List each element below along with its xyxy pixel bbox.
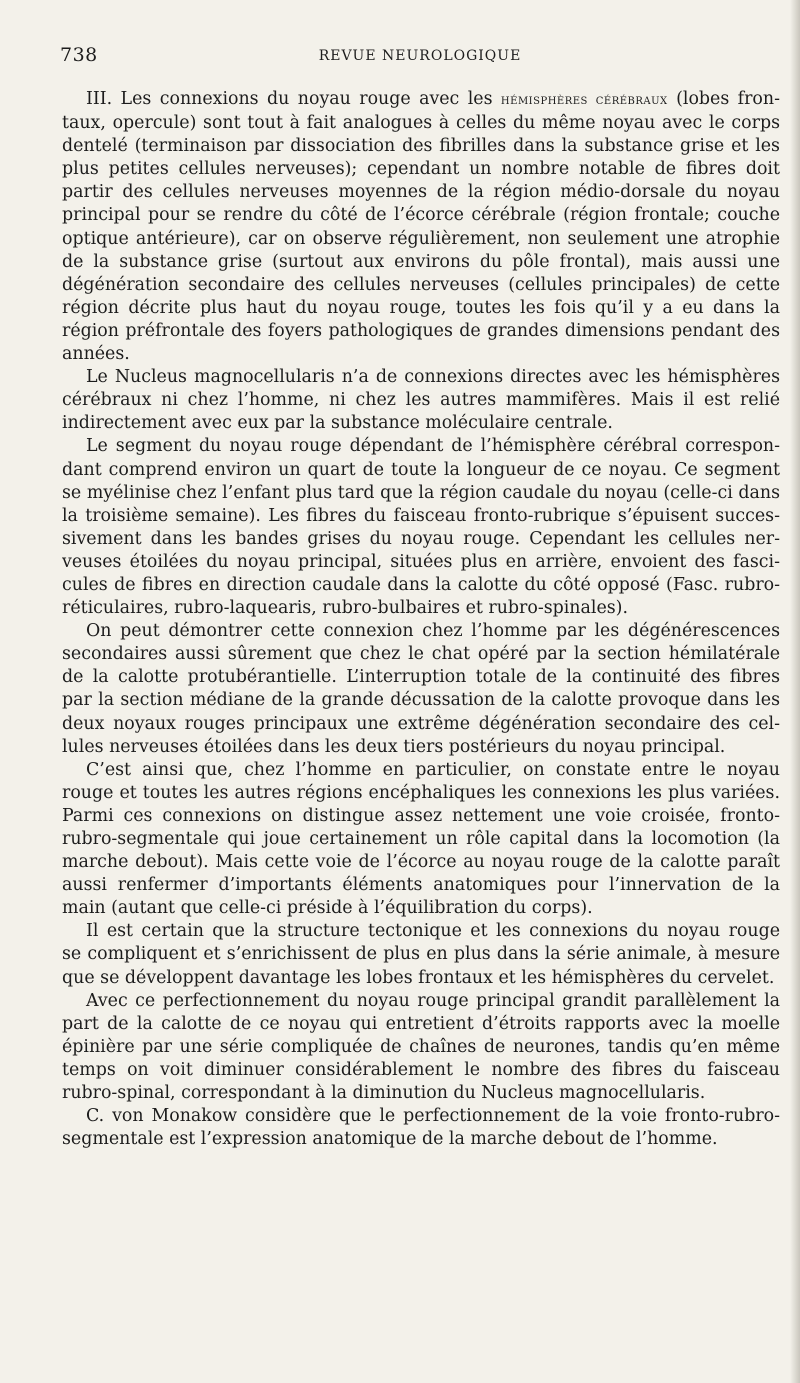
line-text-segment: III. Les connexions du noyau rouge avec les (86, 89, 501, 109)
text-line: partir des cellules nerveuses moyennes de la région médio-dorsale du noyau (62, 182, 780, 203)
text-line: que se développent davantage les lobes frontaux et les hémisphères du cervelet. (62, 967, 775, 988)
text-line (62, 88, 780, 112)
text-line: C. von Monakow considère que le perfectionnement de la voie fronto-rubro- (86, 1106, 780, 1127)
text-line: Il est certain que la structure tectonique et les connexions du noyau rouge (86, 921, 780, 942)
page-number: 738 (60, 44, 98, 66)
text-line: années. (62, 344, 130, 365)
paragraph (62, 920, 780, 989)
text-line: main (autant que celle-ci préside à l’équilibration du corps). (62, 898, 593, 919)
text-line: se myélinise chez l’enfant plus tard que la région caudale du noyau (celle-ci dans (62, 482, 780, 503)
text-line: dant comprend environ un quart de toute la longueur de ce noyau. Ce segment (62, 459, 780, 480)
text-line: part de la calotte de ce noyau qui entretient d’étroits rapports avec la moelle (62, 1013, 780, 1034)
text-line: de la substance grise (surtout aux environs du pôle frontal), mais aussi une (62, 251, 780, 272)
paragraph (62, 435, 780, 620)
text-line: Le segment du noyau rouge dépendant de l’hémisphère cérébral correspon- (86, 436, 780, 457)
text-line: optique antérieure), car on observe régulièrement, non seulement une atrophie (62, 228, 780, 249)
text-line: rubro-segmentale qui joue certainement un rôle capital dans la locomotion (la (62, 829, 780, 849)
text-line: épinière par une série compliquée de chaînes de neurones, tandis qu’en même (62, 1036, 780, 1057)
line-text-segment: (lobes fron- (667, 89, 780, 109)
text-line: temps on voit diminuer considérablement le nombre des fibres du faisceau (62, 1059, 780, 1080)
text-line: plus petites cellules nerveuses); cependant un nombre notable de fibres doit (62, 159, 780, 180)
paragraph (62, 88, 780, 366)
text-line: cérébraux ni chez l’homme, ni chez les autres mammifères. Mais il est relié (62, 390, 780, 411)
text-line: réticulaires, rubro-laquearis, rubro-bulbaires et rubro-spinales). (62, 598, 628, 619)
text-line: dentelé (terminaison par dissociation des fibrilles dans la substance grise et les (62, 136, 780, 157)
paragraph (62, 990, 780, 1105)
text-line: indirectement avec eux par la substance moléculaire centrale. (62, 413, 613, 434)
text-line: C’est ainsi que, chez l’homme en particulier, on constate entre le noyau (86, 759, 780, 780)
small-caps-term: hémisphères cérébraux (500, 92, 668, 108)
page-header (60, 44, 780, 74)
text-line: taux, opercule) sont tout à fait analogues à celles du même noyau avec le corps (62, 113, 780, 134)
text-line: On peut démontrer cette connexion chez l’homme par les dégénérescences (86, 621, 780, 642)
text-line: par la section médiane de la grande décussation de la calotte provoque dans les (62, 690, 780, 711)
running-title: REVUE NEUROLOGIQUE (318, 48, 522, 64)
text-line: cules de fibres en direction caudale dans la calotte du côté opposé (Fasc. rubro- (62, 574, 780, 595)
text-line: lules nerveuses étoilées dans les deux tiers postérieurs du noyau principal. (62, 736, 726, 757)
text-line: Le Nucleus magnocellularis n’a de connexions directes avec les hémisphères (86, 367, 780, 388)
text-line: sivement dans les bandes grises du noyau rouge. Cependant les cellules ner- (62, 528, 780, 549)
text-line: de la calotte protubérantielle. L’interruption totale de la continuité des fibres (62, 667, 780, 688)
text-line: région préfrontale des foyers pathologiques de grandes dimensions pendant des (62, 320, 780, 341)
text-line: veuses étoilées du noyau principal, situées plus en arrière, envoient des fasci- (62, 551, 780, 572)
paragraph (62, 1105, 780, 1151)
text-line: deux noyaux rouges principaux une extrême dégénération secondaire des cel- (62, 713, 780, 734)
paragraph (62, 759, 780, 921)
text-line: principal pour se rendre du côté de l’écorce cérébrale (région frontale; couche (62, 205, 780, 226)
article-body (62, 88, 780, 1151)
text-line: dégénération secondaire des cellules nerveuses (cellules principales) de cette (62, 274, 780, 295)
text-line: rubro-spinal, correspondant à la diminution du Nucleus magnocellularis. (62, 1083, 706, 1104)
text-line: se compliquent et s’enrichissent de plus en plus dans la série animale, à mesure (62, 944, 780, 965)
paragraph (62, 366, 780, 435)
text-line: Avec ce perfectionnement du noyau rouge principal grandit parallèlement la (86, 990, 780, 1011)
text-line: aussi renfermer d’importants éléments anatomiques pour l’innervation de la (62, 875, 780, 896)
text-line: rouge et toutes les autres régions encéphaliques les connexions les plus variées. (62, 782, 780, 803)
text-line: la troisième semaine). Les fibres du faisceau fronto-rubrique s’épuisent succes- (62, 505, 780, 526)
page-edge-shadow (790, 0, 800, 1383)
paragraph (62, 620, 780, 759)
text-line: segmentale est l’expression anatomique de la marche debout de l’homme. (62, 1129, 718, 1150)
text-line: Parmi ces connexions on distingue assez nettement une voie croisée, fronto- (62, 805, 780, 826)
text-line: secondaires aussi sûrement que chez le chat opéré par la section hémilatérale (62, 644, 780, 665)
text-line: marche debout). Mais cette voie de l’écorce au noyau rouge de la calotte paraît (62, 852, 780, 873)
text-line: région décrite plus haut du noyau rouge, toutes les fois qu’il y a eu dans la (62, 297, 780, 318)
